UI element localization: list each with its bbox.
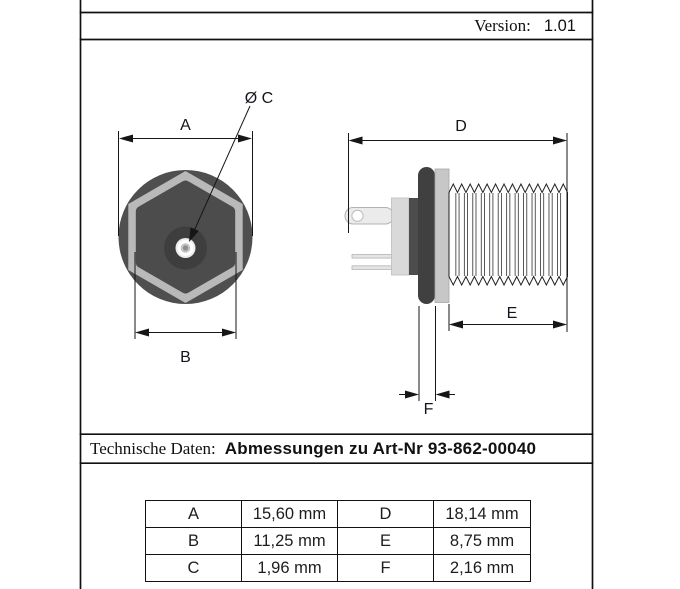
table-row [146, 528, 531, 555]
hex-flange [418, 167, 435, 304]
version-value: 1.01 [543, 16, 576, 35]
dim-value-cell: 8,75 mm [434, 528, 531, 555]
tech-data-label: Technische Daten: [90, 439, 216, 458]
dim-label-d: D [455, 118, 467, 135]
dim-key-cell: B [146, 528, 242, 555]
contact-pin-lower [352, 266, 393, 270]
front-view [119, 170, 253, 304]
dimensions-table [145, 500, 531, 582]
table-row [146, 501, 531, 528]
threaded-barrel [449, 184, 568, 285]
dim-label-e: E [506, 305, 518, 322]
version-label: Version: [474, 16, 531, 35]
center-pin [176, 238, 196, 258]
housing-body [392, 198, 410, 275]
dim-label-f: F [423, 401, 434, 418]
dim-value-cell: 15,60 mm [242, 501, 338, 528]
dim-value-cell: 2,16 mm [434, 555, 531, 582]
dim-label-c: Ø C [244, 90, 274, 107]
tech-data-value: Abmessungen zu Art-Nr 93-862-00040 [224, 439, 537, 458]
dim-label-a: A [180, 117, 191, 134]
version-row [80, 13, 592, 39]
contact-pin-upper [352, 255, 393, 259]
dim-key-cell: C [146, 555, 242, 582]
washer [435, 169, 449, 303]
dim-key-cell: D [338, 501, 434, 528]
table-row [146, 555, 531, 582]
dim-key-cell: E [338, 528, 434, 555]
dim-label-b: B [180, 349, 191, 366]
tech-data-bar [80, 435, 592, 463]
dim-value-cell: 18,14 mm [434, 501, 531, 528]
dim-value-cell: 11,25 mm [242, 528, 338, 555]
dim-value-cell: 1,96 mm [242, 555, 338, 582]
dim-key-cell: A [146, 501, 242, 528]
side-view [345, 167, 568, 304]
lug-hole [352, 210, 363, 221]
dim-key-cell: F [338, 555, 434, 582]
